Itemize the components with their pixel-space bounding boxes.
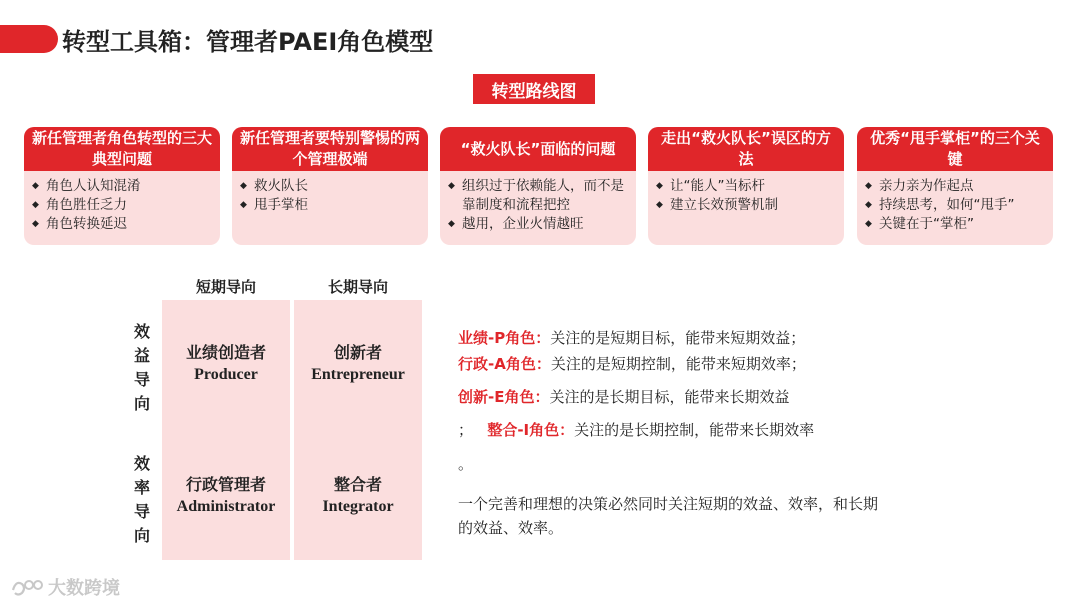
role-i-desc: 关注的是长期控制，能带来长期效率 xyxy=(574,421,815,439)
matrix-cell-entrepreneur xyxy=(294,342,422,386)
card-list xyxy=(648,177,844,215)
role-a-name: 行政-A角色： xyxy=(458,355,551,373)
matrix-column-short xyxy=(162,300,290,560)
role-i-line xyxy=(458,419,814,441)
role-e-name: 创新-E角色： xyxy=(458,388,550,406)
card-two-extremes xyxy=(232,127,428,245)
list-item: ◆ 角色胜任乏力 xyxy=(46,196,212,215)
matrix-col-short-term: 短期导向 xyxy=(195,278,256,296)
card-list xyxy=(24,177,220,234)
watermark xyxy=(10,574,120,600)
matrix-row-efficiency: 效率导向 xyxy=(133,454,150,545)
list-item: ◆ 越用，企业火情越旺 xyxy=(462,215,628,234)
entrepreneur-cn: 创新者 xyxy=(333,343,382,362)
role-p-desc: 关注的是短期目标，能带来短期效益； xyxy=(550,329,806,347)
role-p-line xyxy=(458,327,805,349)
roadmap-label: 转型路线图 xyxy=(473,74,595,104)
producer-en: Producer xyxy=(194,366,258,383)
administrator-en: Administrator xyxy=(176,498,276,515)
summary-text: 一个完善和理想的决策必然同时关注短期的效益、效率，和长期的效益、效率。 xyxy=(458,495,879,537)
matrix-col-long-term: 长期导向 xyxy=(327,278,388,296)
card-title: “救火队长”面临的问题 xyxy=(440,127,636,171)
role-i-prefix: ； xyxy=(458,421,474,439)
card-title: 优秀“甩手掌柜”的三个关键 xyxy=(857,127,1053,171)
integrator-en: Integrator xyxy=(322,498,394,515)
list-item: ◆ 让“能人”当标杆 xyxy=(670,177,836,196)
card-firefighter-problems xyxy=(440,127,636,245)
matrix-row-effectiveness: 效益导向 xyxy=(133,322,150,413)
matrix-cell-producer xyxy=(162,342,290,386)
list-item: ◆ 救火队长 xyxy=(254,177,420,196)
administrator-cn: 行政管理者 xyxy=(185,475,266,494)
integrator-cn: 整合者 xyxy=(333,475,382,494)
list-item: ◆ 关键在于“掌柜” xyxy=(879,215,1045,234)
list-item: ◆ 亲力亲为作起点 xyxy=(879,177,1045,196)
list-item: ◆ 甩手掌柜 xyxy=(254,196,420,215)
role-e-desc: 关注的是长期目标，能带来长期效益 xyxy=(549,388,790,406)
page-title: 转型工具箱：管理者PAEI角色模型 xyxy=(62,28,434,56)
card-title: 走出“救火队长”误区的方法 xyxy=(648,127,844,171)
card-title: 新任管理者要特别警惕的两个管理极端 xyxy=(232,127,428,171)
list-item: ◆ 持续思考，如何“甩手” xyxy=(879,196,1045,215)
list-item: ◆ 建立长效预警机制 xyxy=(670,196,836,215)
watermark-logo-icon xyxy=(10,576,44,598)
list-item: ◆ 角色人认知混淆 xyxy=(46,177,212,196)
card-firefighter-methods xyxy=(648,127,844,245)
list-item: ◆ 组织过于依赖能人，而不是靠制度和流程把控 xyxy=(462,177,628,215)
role-end-mark: 。 xyxy=(458,455,474,473)
role-a-line xyxy=(458,353,806,375)
matrix-cell-administrator xyxy=(162,474,290,518)
card-title: 新任管理者角色转型的三大典型问题 xyxy=(24,127,220,171)
matrix-column-long xyxy=(294,300,422,560)
card-list xyxy=(440,177,636,234)
producer-cn: 业绩创造者 xyxy=(185,343,266,362)
card-list xyxy=(857,177,1053,234)
matrix-cell-integrator xyxy=(294,474,422,518)
role-i-name: 整合-I角色： xyxy=(487,421,575,439)
card-role-problems xyxy=(24,127,220,245)
title-accent-bar xyxy=(0,25,58,53)
watermark-text: 大数跨境 xyxy=(48,578,120,599)
role-p-name: 业绩-P角色： xyxy=(458,329,551,347)
role-a-desc: 关注的是短期控制，能带来短期效率； xyxy=(550,355,806,373)
card-list xyxy=(232,177,428,215)
list-item: ◆ 角色转换延迟 xyxy=(46,215,212,234)
card-hands-off-keys xyxy=(857,127,1053,245)
role-e-line xyxy=(458,386,790,408)
entrepreneur-en: Entrepreneur xyxy=(311,366,405,383)
